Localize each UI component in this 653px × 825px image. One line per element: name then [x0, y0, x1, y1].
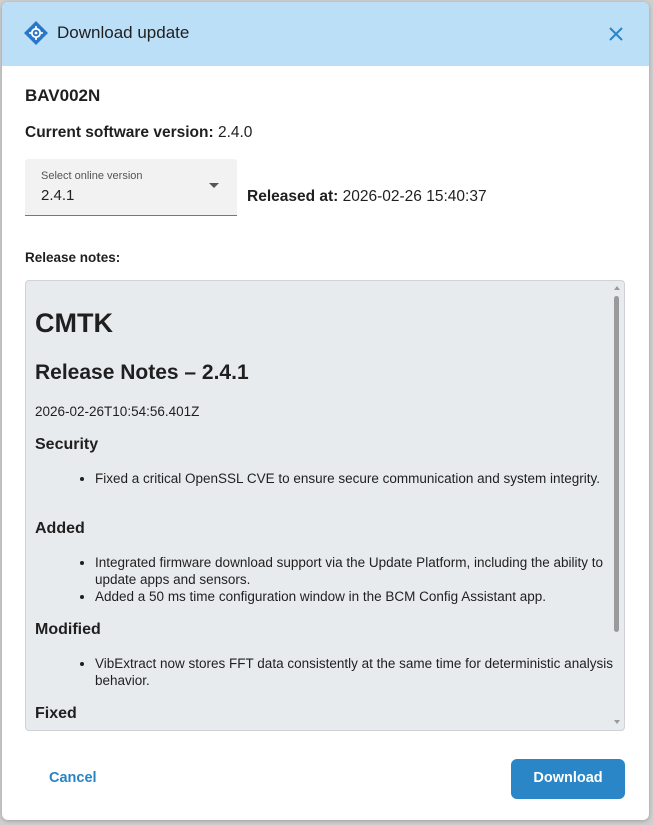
- download-update-dialog: [2, 2, 649, 820]
- released-at-row: [247, 188, 487, 206]
- notes-section-heading: Modified: [35, 621, 101, 638]
- notes-section-list: [35, 554, 615, 605]
- download-button[interactable]: Download: [511, 759, 625, 799]
- current-version-value: 2.4.0: [217, 124, 253, 141]
- notes-heading-product: CMTK: [35, 308, 113, 338]
- list-item: • VibExtract now stores FFT data consistently at the same time for deterministic analysis behavior.: [95, 655, 615, 689]
- scroll-down-arrow-icon[interactable]: [614, 720, 620, 724]
- notes-section-list: [35, 655, 615, 689]
- select-value: 2.4.1: [41, 187, 75, 204]
- notes-heading-version: Release Notes – 2.4.1: [35, 361, 249, 384]
- cancel-button[interactable]: Cancel: [49, 770, 97, 786]
- device-name: BAV002N: [25, 86, 101, 105]
- notes-section-heading: Fixed: [35, 705, 77, 722]
- released-at-value: 2026-02-26 15:40:37: [342, 188, 487, 205]
- notes-section-list: [35, 470, 615, 487]
- current-version-row: [25, 124, 252, 142]
- notes-scrollbar[interactable]: [612, 283, 622, 727]
- list-item: • Added a 50 ms time configuration window in the BCM Config Assistant app.: [95, 588, 615, 605]
- list-item: • Integrated firmware download support via the Update Platform, including the ability to update apps and sensors.: [95, 554, 615, 588]
- notes-section-heading: Added: [35, 520, 85, 537]
- dialog-title: Download update: [57, 23, 190, 42]
- release-notes-panel[interactable]: [25, 280, 625, 731]
- notes-date: 2026-02-26T10:54:56.401Z: [35, 404, 200, 419]
- release-notes-label: Release notes:: [25, 250, 121, 265]
- close-icon[interactable]: [603, 21, 629, 47]
- caret-down-icon: [209, 183, 219, 188]
- released-at-label: Released at:: [247, 188, 339, 205]
- current-version-label: Current software version:: [25, 124, 214, 141]
- online-version-select[interactable]: [25, 159, 237, 216]
- scroll-up-arrow-icon[interactable]: [614, 286, 620, 290]
- settings-diamond-icon: [24, 21, 48, 45]
- dialog-header: [2, 2, 649, 66]
- scroll-thumb[interactable]: [614, 296, 619, 632]
- select-label: Select online version: [41, 170, 143, 182]
- list-item: • Fixed a critical OpenSSL CVE to ensure secure communication and system integrity.: [95, 470, 615, 487]
- notes-section-heading: Security: [35, 436, 99, 453]
